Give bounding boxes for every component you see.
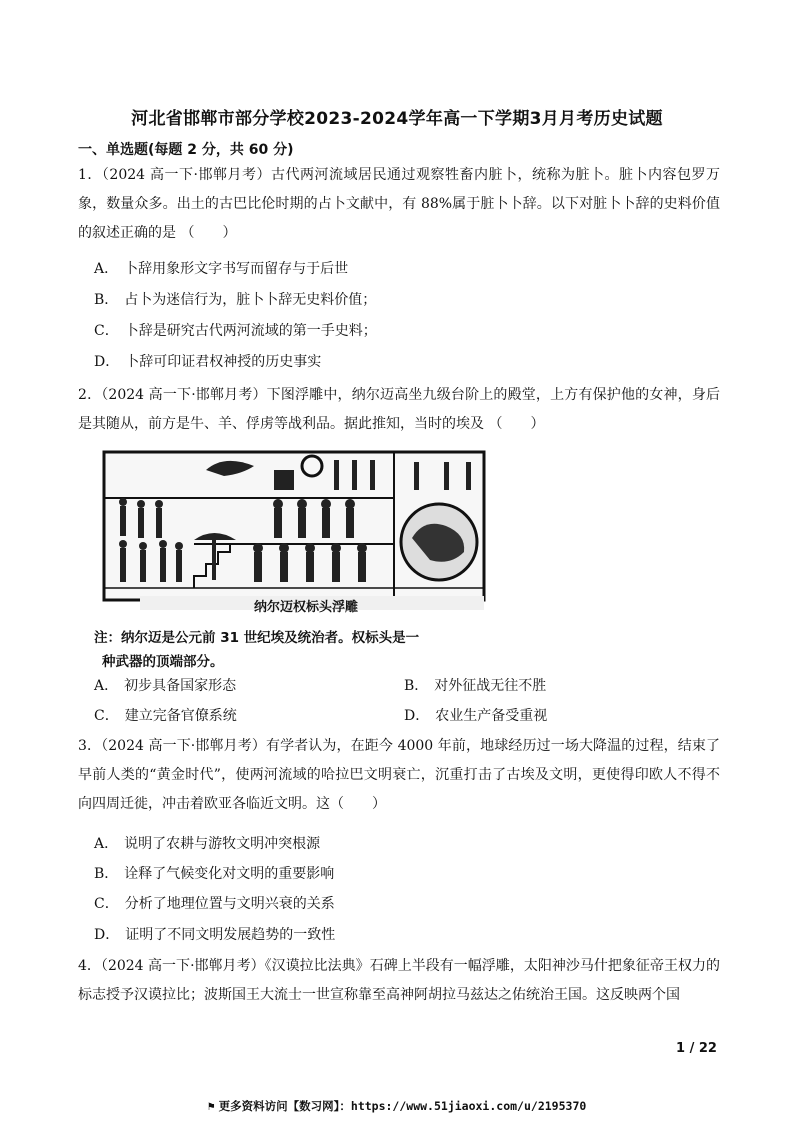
relief-image: [94, 448, 486, 676]
question-3-stem: 3．（2024 高一下·邯郸月考）有学者认为，在距今 4000 年前，地球经历过一场大降温的过程，结束了早前人类的“黄金时代”，使两河流域的哈拉巴文明衰亡，沉重打击了古埃及文明，更使得印欧人不得不向四周迁徙，冲击着欧亚各临近文明。这（ ）: [78, 738, 720, 812]
relief-note-line-1: 注：纳尔迈是公元前 31 世纪埃及统治者。权标头是一: [94, 630, 420, 646]
footer-link[interactable]: [0, 1098, 794, 1114]
question-2-option-b[interactable]: B． 对外征战无往不胜: [404, 678, 547, 694]
relief-caption: 纳尔迈权标头浮雕: [254, 600, 359, 615]
narmer-relief-figure: [94, 448, 486, 676]
question-1-stem: 1．（2024 高一下·邯郸月考）古代两河流域居民通过观察牲畜内脏卜，统称为脏卜。脏卜内容包罗万象，数量众多。出土的古巴比伦时期的占卜文献中，有 88%属于脏卜卜辞。以下对脏卜卜辞的史料价值的叙述正确的是 （ ）: [78, 167, 720, 241]
question-2-option-a[interactable]: A． 初步具备国家形态: [94, 678, 237, 694]
page-number: 1 / 22: [676, 1041, 717, 1056]
question-3-option-b[interactable]: B． 诠释了气候变化对文明的重要影响: [94, 866, 335, 882]
relief-note-line-2: 种武器的顶端部分。: [102, 654, 224, 670]
flag-icon: ⚑: [207, 1099, 215, 1113]
question-3-option-a[interactable]: A． 说明了农耕与游牧文明冲突根源: [94, 836, 321, 852]
question-1-option-c[interactable]: C． 卜辞是研究古代两河流域的第一手史料；: [94, 323, 377, 339]
question-2-stem: 2．（2024 高一下·邯郸月考）下图浮雕中，纳尔迈高坐九级台阶上的殿堂，上方有保护他的女神，身后是其随从，前方是牛、羊、俘虏等战利品。据此推知，当时的埃及 （ ）: [78, 387, 720, 432]
question-1-option-a[interactable]: A． 卜辞用象形文字书写而留存与于后世: [94, 261, 349, 277]
question-3-option-c[interactable]: C． 分析了地理位置与文明兴衰的关系: [94, 896, 335, 912]
question-4-stem: 4．（2024 高一下·邯郸月考）《汉谟拉比法典》石碑上半段有一幅浮雕，太阳神沙马什把象征帝王权力的标志授予汉谟拉比；波斯国王大流士一世宣称靠至高神阿胡拉马兹达之佑统治王国。这反映两个国: [78, 958, 720, 1003]
question-1-option-d[interactable]: D． 卜辞可印证君权神授的历史事实: [94, 354, 322, 370]
question-1-option-b[interactable]: B． 占卜为迷信行为，脏卜卜辞无史料价值；: [94, 292, 377, 308]
footer-text: 更多资料访问【数习网】：https://www.51jiaoxi.com/u/2195370: [218, 1099, 587, 1113]
section-heading: 一、单选题(每题 2 分，共 60 分): [78, 142, 294, 158]
question-2-option-d[interactable]: D． 农业生产备受重视: [404, 708, 548, 724]
page-title: 河北省邯郸市部分学校2023-2024学年高一下学期3月月考历史试题: [131, 109, 663, 129]
question-3-option-d[interactable]: D． 证明了不同文明发展趋势的一致性: [94, 927, 336, 943]
question-2-option-c[interactable]: C． 建立完备官僚系统: [94, 708, 237, 724]
